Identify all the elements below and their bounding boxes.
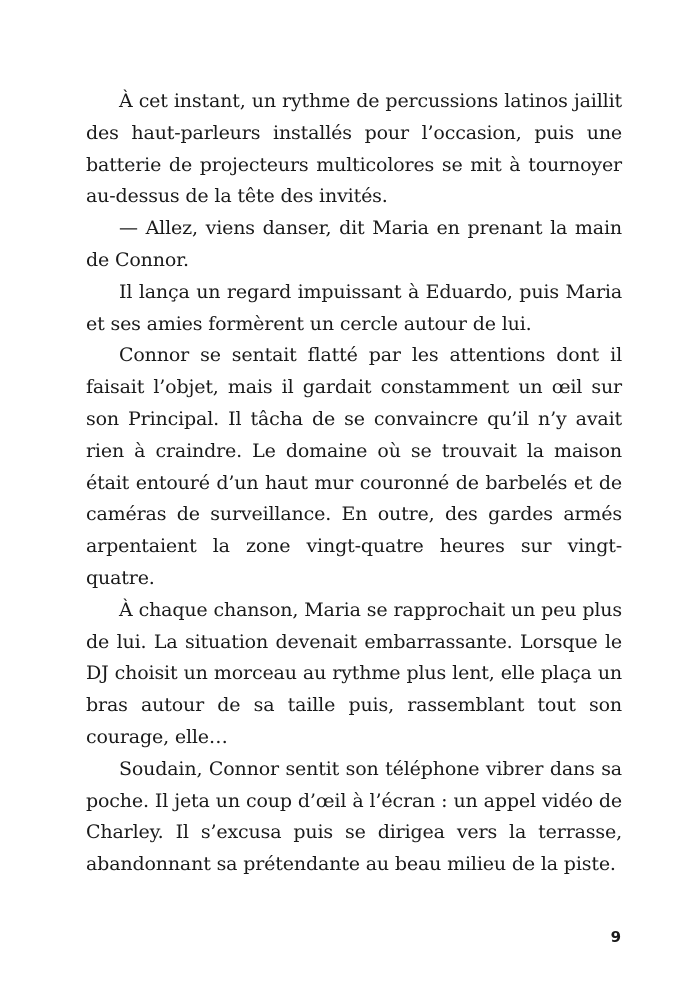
paragraph: Soudain, Connor sentit son téléphone vibrer dans sa poche. Il jeta un coup d’œil à l’écran : un appel vidéo de Charley. Il s’excusa puis se dirigea vers la terrasse, abandonnant sa prétendante au beau milieu de la piste.	[86, 757, 622, 876]
paragraph: Il lança un regard impuissant à Eduardo, puis Maria et ses amies formèrent un cercle autour de lui.	[86, 280, 622, 335]
page-number: 9	[610, 928, 621, 946]
body-text	[86, 86, 622, 881]
paragraph: À chaque chanson, Maria se rapprochait un peu plus de lui. La situation devenait embarrassante. Lorsque le DJ choisit un morceau au rythme plus lent, elle plaça un bras autour de sa taille puis, rassemblant tout son courage, elle…	[86, 598, 622, 748]
paragraph: À cet instant, un rythme de percussions latinos jaillit des haut-parleurs installés pour l’occasion, puis une batterie de projecteurs multicolores se mit à tournoyer au-dessus de la tête des invités.	[86, 90, 622, 208]
paragraph: Connor se sentait flatté par les attentions dont il faisait l’objet, mais il gardait constamment un œil sur son Principal. Il tâcha de se convaincre qu’il n’y avait rien à craindre. Le domaine où se trouvait la maison était entouré d’un haut mur couronné de barbelés et de caméras de surveillance. En outre, des gardes armés arpentaient la zone vingt-quatre heures sur vingt-quatre.	[86, 344, 622, 589]
paragraph: — Allez, viens danser, dit Maria en prenant la main de Connor.	[86, 217, 622, 271]
